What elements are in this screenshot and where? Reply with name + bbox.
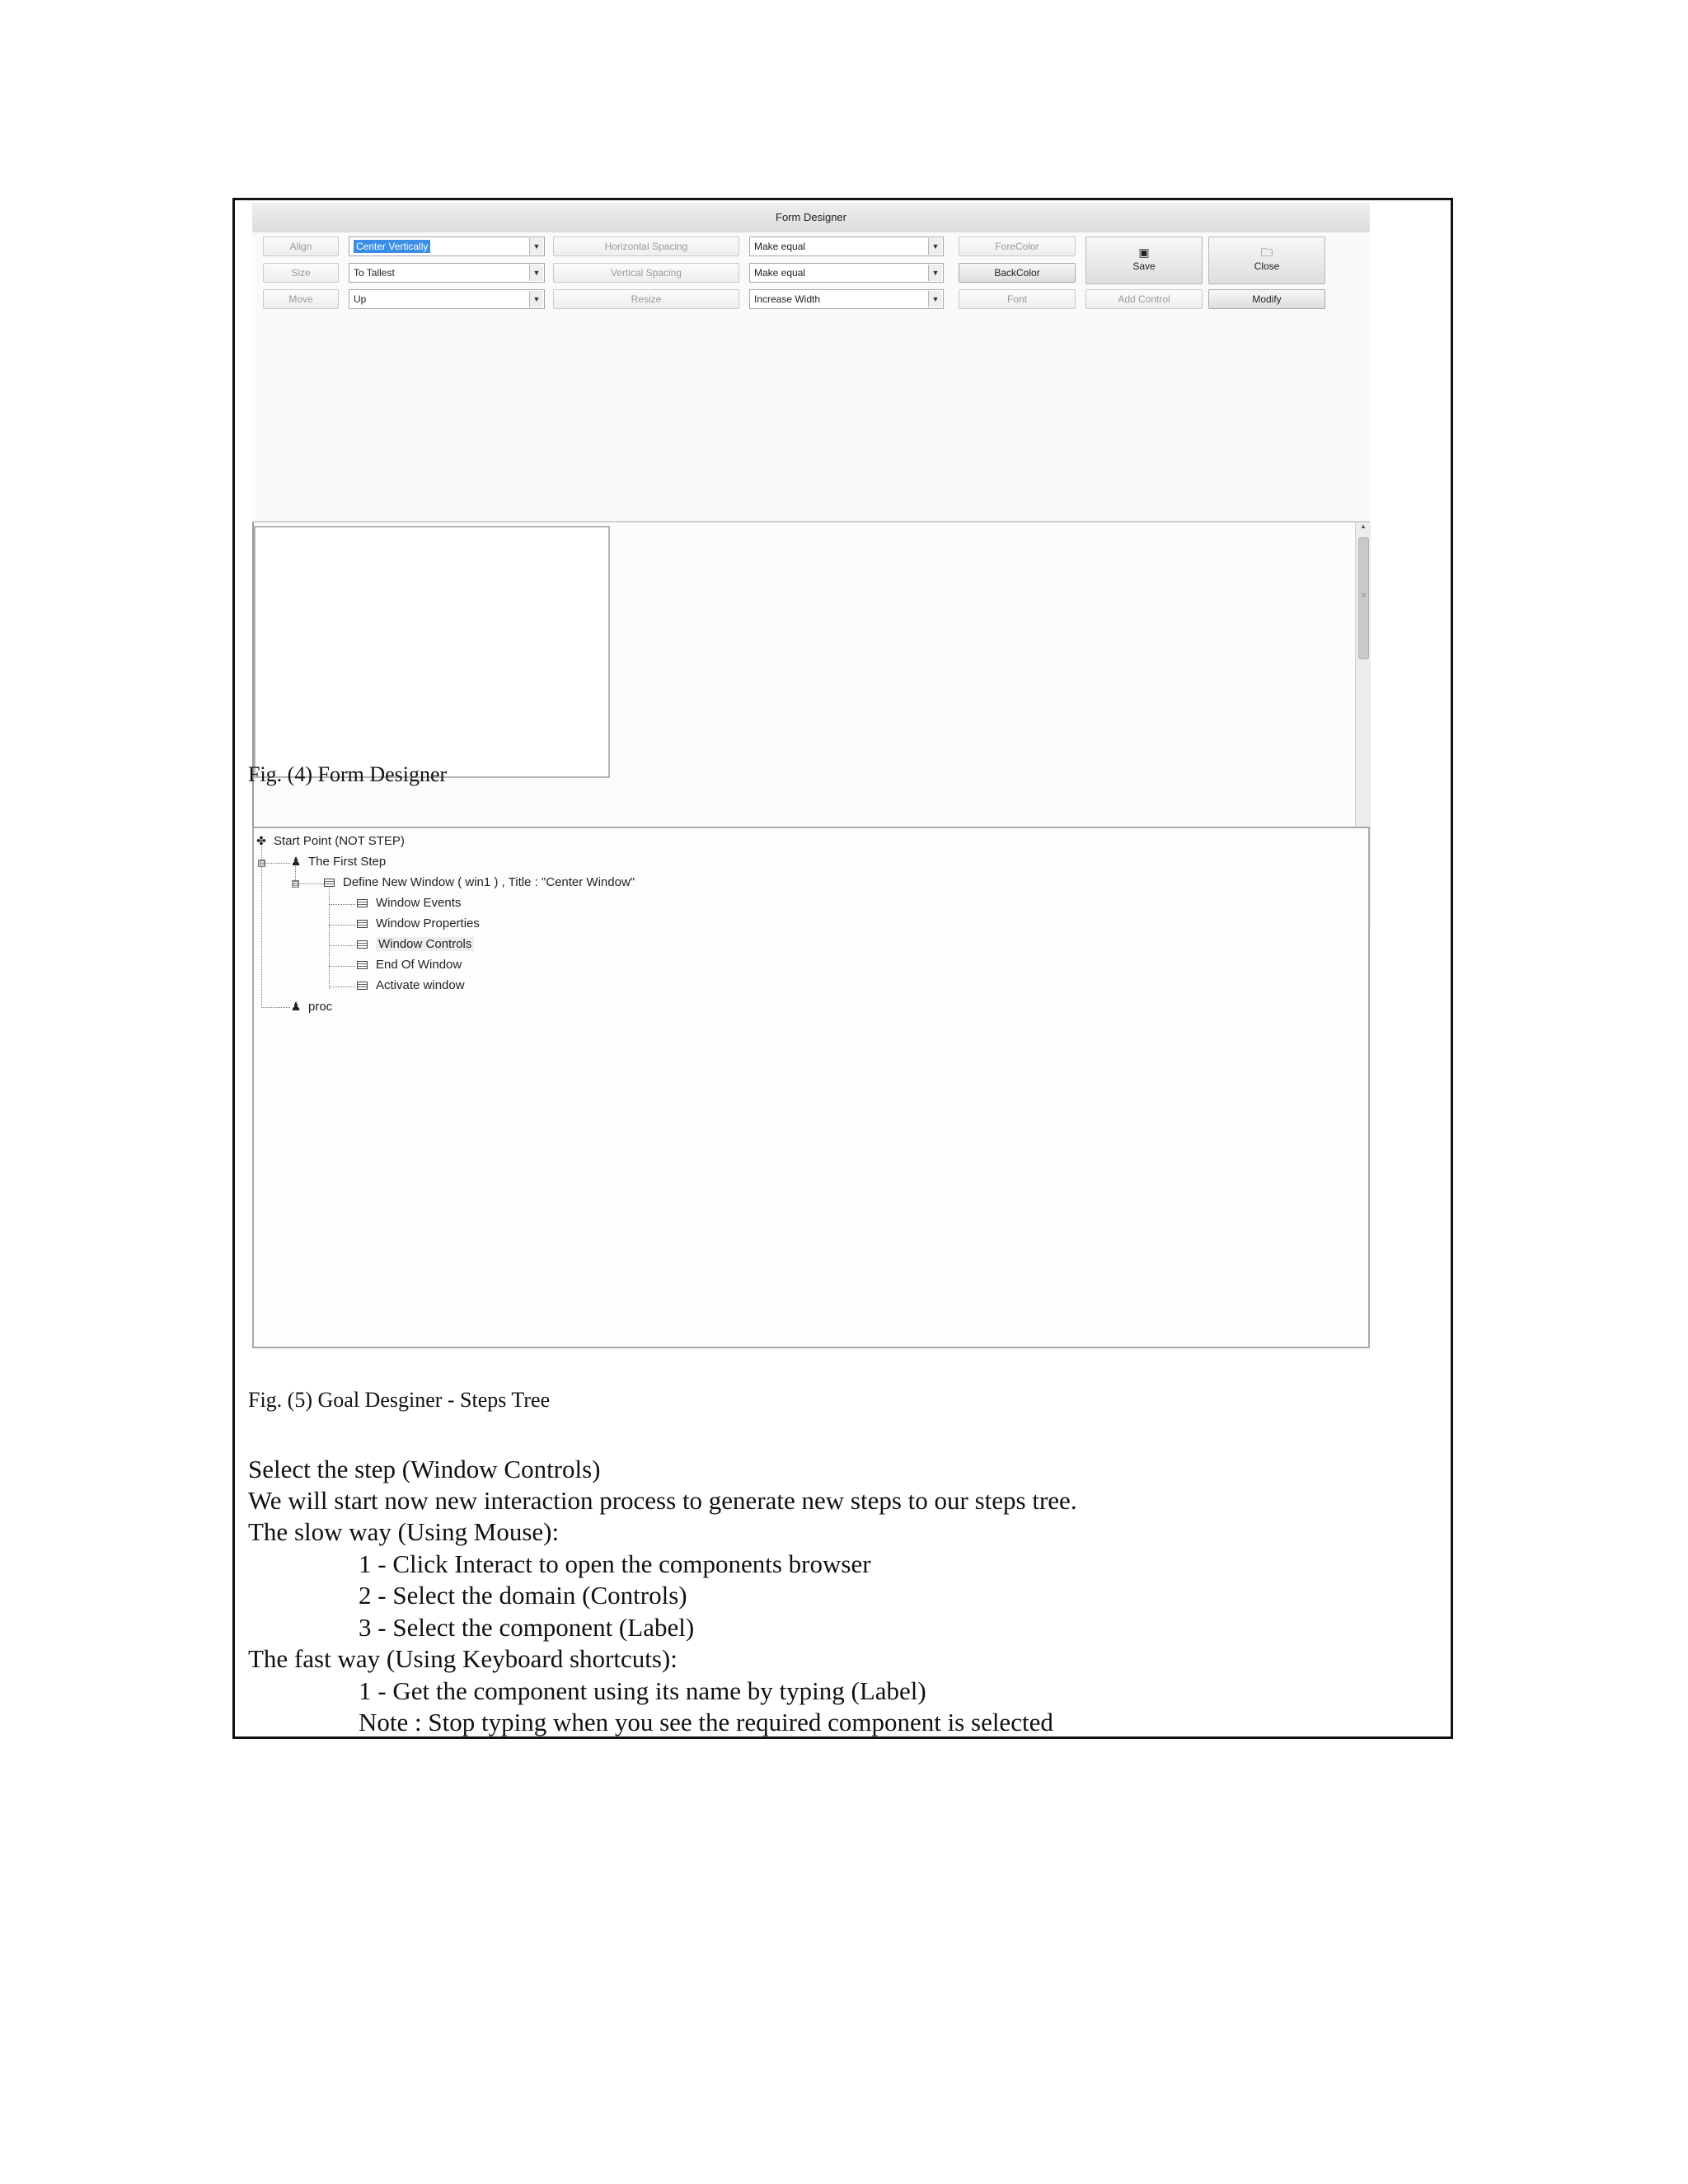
designed-form-preview[interactable]: [254, 526, 610, 778]
figure-5-caption: Fig. (5) Goal Desginer - Steps Tree: [248, 1388, 551, 1412]
tree-connector: [261, 843, 262, 1008]
tree-connector: [261, 1007, 290, 1008]
size-button[interactable]: Size: [263, 263, 339, 283]
body-line: We will start now new interaction process to generate new steps to our steps tree.: [248, 1486, 1077, 1515]
chevron-down-icon[interactable]: ▼: [529, 265, 543, 281]
step-icon: ♟: [290, 855, 302, 868]
tree-node-first-step[interactable]: [290, 853, 386, 870]
save-button[interactable]: [1085, 237, 1203, 284]
tree-connector: [329, 904, 355, 905]
tree-node-window-events[interactable]: [357, 895, 461, 912]
collapse-toggle[interactable]: ⊟: [259, 859, 265, 867]
tree-node-label: End Of Window: [376, 958, 462, 972]
tree-node-label: Start Point (NOT STEP): [274, 834, 405, 848]
horizontal-spacing-value: Make equal: [754, 241, 806, 252]
tree-node-activate-window[interactable]: [357, 977, 465, 994]
slow-step: 1 - Click Interact to open the components browser: [359, 1549, 871, 1578]
thumb-grip: ≡: [1361, 591, 1367, 599]
window-icon: [324, 879, 335, 887]
tree-node-label: Window Controls: [376, 937, 474, 951]
font-button[interactable]: Font: [959, 289, 1076, 309]
floppy-disk-icon: ▣: [1138, 246, 1150, 259]
tree-connector: [329, 966, 355, 967]
size-select[interactable]: [349, 263, 545, 283]
tree-node-end-of-window[interactable]: [357, 957, 462, 973]
window-icon: [357, 961, 368, 969]
align-select[interactable]: [349, 237, 545, 256]
chevron-down-icon[interactable]: ▼: [928, 265, 942, 281]
move-button[interactable]: Move: [263, 289, 339, 309]
vertical-spacing-button[interactable]: Vertical Spacing: [553, 263, 739, 283]
tree-node-label: Window Properties: [376, 916, 480, 930]
tree-node-define-window[interactable]: [324, 874, 635, 891]
chevron-down-icon[interactable]: ▼: [928, 291, 942, 307]
start-point-icon: ✤: [256, 834, 266, 847]
resize-select[interactable]: [749, 289, 944, 309]
window-icon: [357, 940, 368, 949]
slow-step: 2 - Select the domain (Controls): [359, 1581, 687, 1610]
figure-4-caption: Fig. (4) Form Designer: [248, 762, 448, 786]
chevron-down-icon[interactable]: ▼: [928, 238, 942, 255]
steps-tree: [252, 827, 1370, 1348]
horizontal-spacing-button[interactable]: Horizontal Spacing: [553, 237, 739, 256]
folder-open-icon: 🗀: [1261, 246, 1273, 259]
scroll-up-icon[interactable]: ▲: [1360, 523, 1367, 530]
body-line: The fast way (Using Keyboard shortcuts):: [248, 1644, 678, 1673]
window-icon: [357, 920, 368, 928]
save-label: Save: [1132, 260, 1156, 272]
fast-step: 1 - Get the component using its name by typing (Label): [359, 1676, 926, 1705]
tree-connector: [329, 925, 355, 926]
chevron-down-icon[interactable]: ▼: [529, 238, 543, 255]
align-button[interactable]: Align: [263, 237, 339, 256]
step-icon: ♟: [290, 1000, 302, 1013]
close-label: Close: [1254, 260, 1280, 272]
tree-node-window-properties[interactable]: [357, 916, 480, 932]
tree-node-proc[interactable]: [290, 998, 332, 1015]
body-line: The slow way (Using Mouse):: [248, 1517, 560, 1546]
move-select[interactable]: [349, 289, 545, 309]
move-value: Up: [354, 293, 367, 305]
vertical-spacing-value: Make equal: [754, 267, 806, 279]
resize-value: Increase Width: [754, 293, 821, 305]
tree-node-label: Define New Window ( win1 ) , Title : "Center Window": [343, 875, 635, 889]
scrollbar-thumb[interactable]: [1358, 537, 1369, 659]
slow-step: 3 - Select the component (Label): [359, 1613, 695, 1642]
resize-button[interactable]: Resize: [553, 289, 739, 309]
form-designer-toolbar: [252, 232, 1370, 523]
chevron-down-icon[interactable]: ▼: [529, 291, 543, 307]
form-designer-window: [252, 203, 1370, 724]
body-line: Select the step (Window Controls): [248, 1455, 601, 1483]
tree-node-window-controls[interactable]: [357, 936, 474, 953]
tree-connector: [329, 888, 330, 989]
modify-button[interactable]: Modify: [1208, 289, 1325, 309]
tree-connector: [329, 945, 355, 946]
tree-node-start-point[interactable]: [256, 832, 405, 850]
vertical-spacing-select[interactable]: [749, 263, 944, 283]
window-icon: [357, 982, 368, 990]
forecolor-button[interactable]: ForeColor: [959, 237, 1076, 256]
window-icon: [357, 899, 368, 907]
backcolor-button[interactable]: BackColor: [959, 263, 1076, 283]
tree-node-label: Activate window: [376, 978, 465, 992]
tree-node-label: proc: [308, 1000, 333, 1014]
close-button[interactable]: [1208, 237, 1325, 284]
align-value: Center Vertically: [354, 240, 430, 253]
tree-connector: [261, 863, 290, 864]
tree-node-label: The First Step: [308, 855, 387, 869]
form-designer-title: Form Designer: [252, 203, 1370, 233]
tree-node-label: Window Events: [376, 896, 462, 910]
horizontal-spacing-select[interactable]: [749, 237, 944, 256]
add-control-button[interactable]: Add Control: [1085, 289, 1203, 309]
collapse-toggle[interactable]: ⊟: [293, 879, 299, 888]
tree-connector: [295, 883, 324, 884]
fast-step-note: Note : Stop typing when you see the required component is selected: [359, 1708, 1053, 1736]
size-value: To Tallest: [354, 267, 395, 279]
